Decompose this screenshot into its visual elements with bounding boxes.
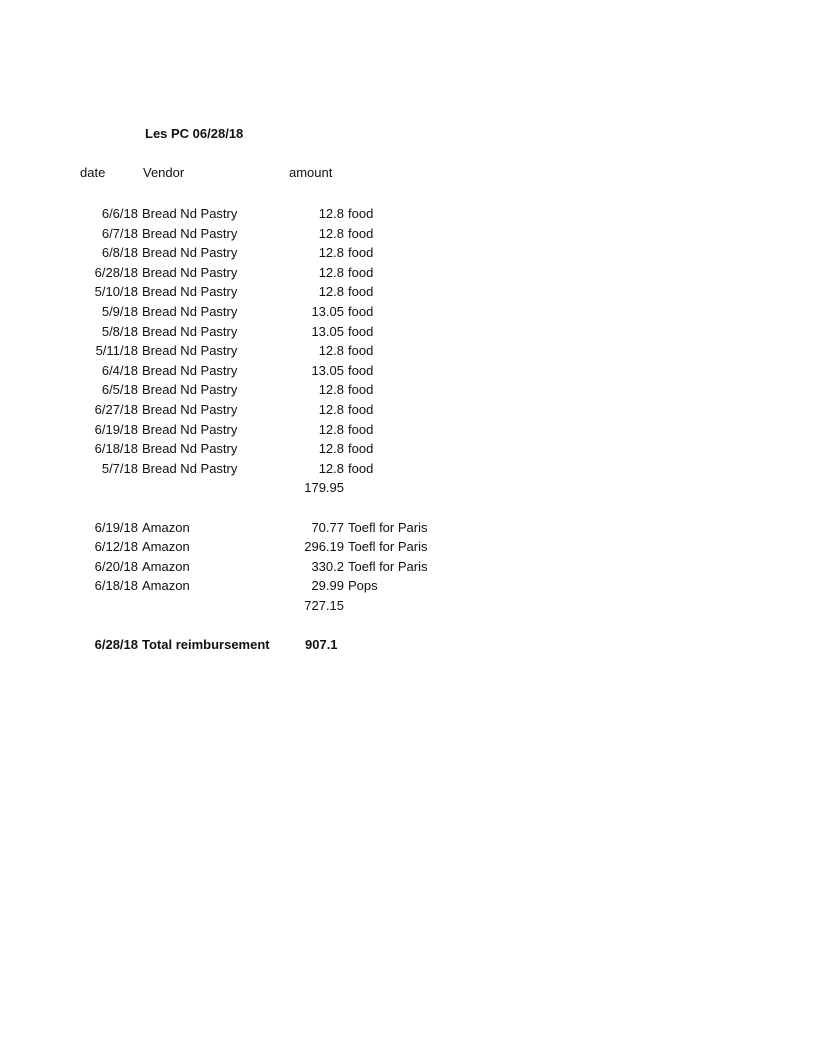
section-gap (0, 615, 816, 635)
row-amount: 13.05 (311, 303, 344, 319)
row-date: 6/4/18 (101, 362, 138, 378)
row-vendor: Bread Nd Pastry (142, 206, 238, 221)
table-row (0, 322, 816, 342)
food-section (0, 204, 816, 478)
row-category: food (348, 460, 374, 476)
total-row (0, 635, 816, 655)
page-title: Les PC 06/28/18 (145, 126, 244, 141)
row-amount: 29.99 (311, 578, 344, 594)
row-vendor: Bread Nd Pastry (142, 460, 238, 476)
row-amount: 12.8 (318, 284, 344, 300)
table-row (0, 518, 816, 538)
row-vendor: Amazon (142, 539, 190, 555)
row-date: 6/28/18 (94, 264, 138, 280)
row-amount: 12.8 (318, 401, 344, 417)
row-vendor: Bread Nd Pastry (142, 264, 238, 280)
row-amount: 12.8 (318, 225, 344, 241)
amazon-subtotal: 727.15 (304, 597, 344, 613)
row-category: food (348, 382, 374, 398)
table-row (0, 361, 816, 381)
row-date: 6/20/18 (94, 558, 138, 574)
row-category: food (348, 206, 374, 221)
row-amount: 12.8 (318, 245, 344, 261)
food-subtotal: 179.95 (304, 480, 344, 496)
row-date: 6/27/18 (94, 401, 138, 417)
row-vendor: Bread Nd Pastry (142, 362, 238, 378)
row-vendor: Bread Nd Pastry (142, 343, 238, 359)
section-gap (0, 498, 816, 518)
row-vendor: Bread Nd Pastry (142, 284, 238, 300)
row-date: 5/10/18 (94, 284, 138, 300)
row-amount: 330.2 (311, 558, 344, 574)
row-category: food (348, 343, 374, 359)
row-amount: 296.19 (304, 539, 344, 555)
table-row (0, 576, 816, 596)
table-row (0, 282, 816, 302)
row-amount: 12.8 (318, 264, 344, 280)
table-row (0, 341, 816, 361)
amazon-subtotal-row (0, 596, 816, 616)
table-row (0, 557, 816, 577)
row-amount: 13.05 (311, 323, 344, 339)
row-category: Toefl for Paris (348, 539, 428, 555)
row-date: 6/5/18 (101, 382, 138, 398)
table-row (0, 263, 816, 283)
row-date: 6/8/18 (101, 245, 138, 261)
row-vendor: Bread Nd Pastry (142, 401, 238, 417)
row-amount: 12.8 (318, 382, 344, 398)
row-date: 6/6/18 (101, 206, 138, 221)
row-date: 5/11/18 (95, 343, 138, 359)
row-amount: 12.8 (318, 206, 344, 221)
row-date: 5/9/18 (101, 303, 138, 319)
table-row (0, 439, 816, 459)
row-date: 6/18/18 (94, 578, 138, 594)
table-row (0, 459, 816, 479)
row-date: 6/19/18 (94, 519, 138, 535)
total-label: Total reimbursement (142, 637, 270, 653)
amazon-section (0, 518, 816, 596)
header-date: date (80, 165, 106, 180)
table-row (0, 537, 816, 557)
row-vendor: Bread Nd Pastry (142, 225, 238, 241)
row-date: 6/7/18 (101, 225, 138, 241)
row-date: 6/18/18 (94, 441, 138, 457)
row-date: 5/7/18 (101, 460, 138, 476)
row-vendor: Bread Nd Pastry (142, 382, 238, 398)
header-vendor: Vendor (143, 165, 185, 180)
row-date: 6/19/18 (94, 421, 138, 437)
row-category: food (348, 245, 374, 261)
row-vendor: Amazon (142, 519, 190, 535)
row-category: food (348, 441, 374, 457)
row-amount: 12.8 (318, 441, 344, 457)
row-vendor: Amazon (142, 558, 190, 574)
row-amount: 13.05 (311, 362, 344, 378)
row-category: food (348, 303, 374, 319)
food-subtotal-row (0, 478, 816, 498)
table-row (0, 224, 816, 244)
row-amount: 12.8 (318, 460, 344, 476)
table-row (0, 400, 816, 420)
row-category: Pops (348, 578, 378, 594)
row-category: food (348, 284, 374, 300)
row-category: food (348, 362, 374, 378)
row-vendor: Bread Nd Pastry (142, 323, 238, 339)
row-vendor: Bread Nd Pastry (142, 441, 238, 457)
table-row (0, 243, 816, 263)
row-amount: 70.77 (311, 519, 344, 535)
row-category: food (348, 323, 374, 339)
table-row (0, 380, 816, 400)
row-category: food (348, 401, 374, 417)
expense-table (0, 204, 816, 655)
row-date: 5/8/18 (101, 323, 138, 339)
table-row (0, 302, 816, 322)
row-category: food (348, 225, 374, 241)
row-date: 6/12/18 (94, 539, 138, 555)
row-amount: 12.8 (318, 343, 344, 359)
row-vendor: Amazon (142, 578, 190, 594)
row-amount: 12.8 (318, 421, 344, 437)
total-date: 6/28/18 (94, 637, 138, 653)
row-category: food (348, 264, 374, 280)
header-amount: amount (289, 165, 333, 180)
table-row (0, 204, 816, 224)
row-vendor: Bread Nd Pastry (142, 245, 238, 261)
row-category: Toefl for Paris (348, 558, 428, 574)
row-vendor: Bread Nd Pastry (142, 303, 238, 319)
row-category: food (348, 421, 374, 437)
total-amount: 907.1 (305, 637, 338, 653)
row-vendor: Bread Nd Pastry (142, 421, 238, 437)
row-category: Toefl for Paris (348, 519, 428, 535)
table-row (0, 420, 816, 440)
